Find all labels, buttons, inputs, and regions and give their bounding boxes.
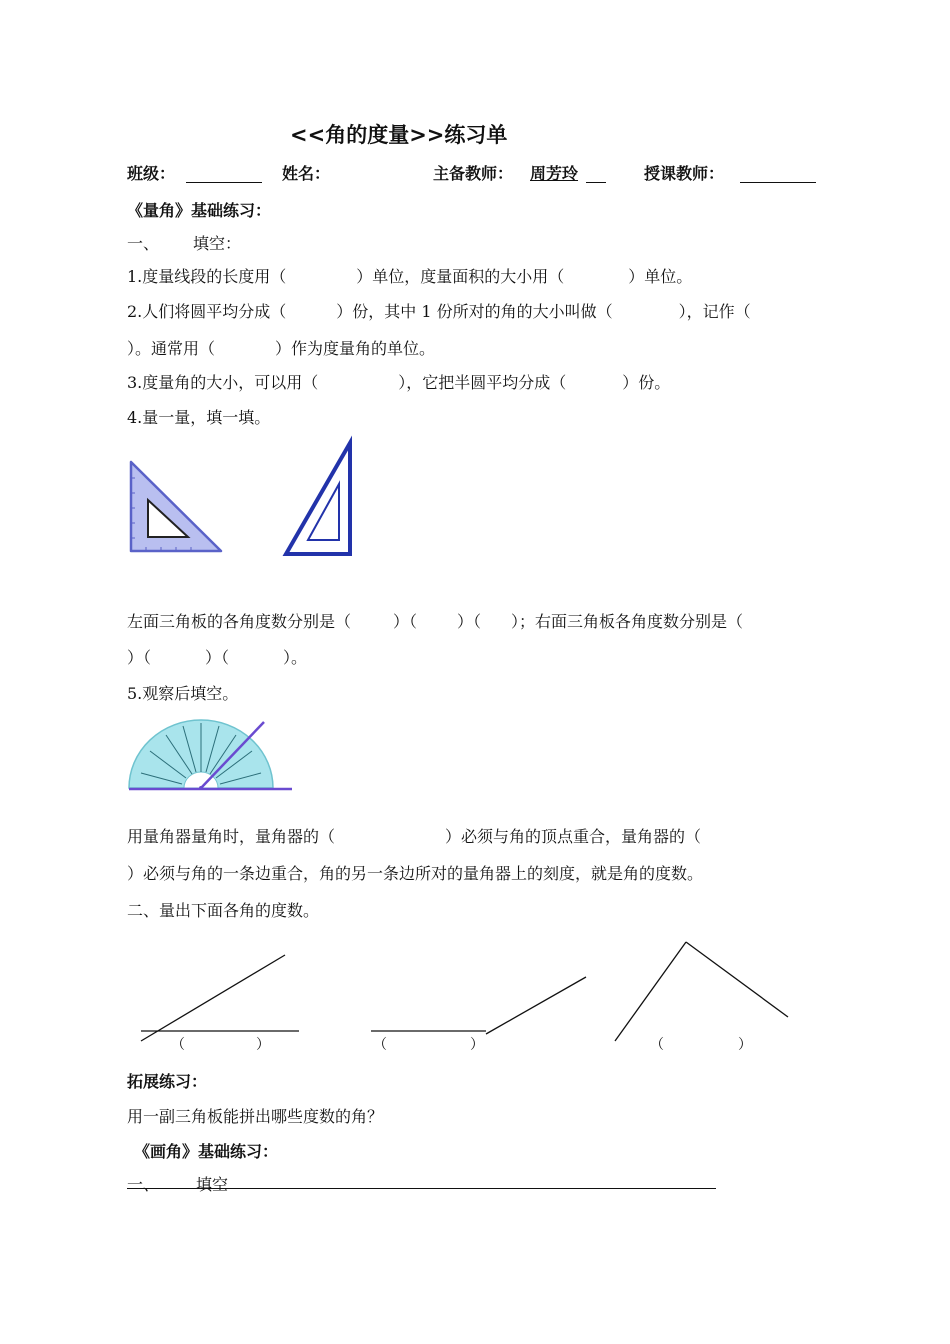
question-2-line1 (127, 301, 751, 323)
q3-part-b: ），它把半圆平均分成（ (398, 373, 567, 392)
part2-title: 二、量出下面各角的度数。 (127, 901, 320, 920)
q1-part-a: 1.度量线段的长度用（ (127, 267, 287, 286)
q4-ans-f: ）（ (205, 648, 230, 667)
angle-3-blank-open: （ (650, 1037, 664, 1053)
protractor-vertex (199, 786, 203, 790)
teacher-blank-line[interactable] (740, 182, 816, 183)
main-teacher-value: 周芳玲 (530, 164, 579, 183)
section-measure-title: 《量角》基础练习： (127, 201, 272, 220)
name-label: 姓名： (282, 164, 331, 183)
question-3 (127, 372, 670, 394)
part1-title: 填空： (193, 234, 242, 253)
q1-part-c: ）单位。 (628, 267, 693, 286)
question-4-answer-line1 (127, 611, 743, 633)
class-blank-line[interactable] (186, 182, 262, 183)
q4-ans-g: ）。 (283, 648, 308, 667)
part1-label: 一、 (127, 234, 160, 253)
q3-part-a: 3.度量角的大小，可以用（ (127, 373, 319, 392)
question-5: 5.观察后填空。 (127, 684, 239, 703)
angle-3 (615, 942, 788, 1041)
angle-2-blank-open: （ (373, 1037, 387, 1053)
teacher-label: 授课教师： (644, 164, 725, 183)
extend-title: 拓展练习： (127, 1072, 208, 1091)
q2-part-d: ）。通常用（ (127, 339, 216, 358)
angle-1-blank-open: （ (171, 1037, 185, 1053)
q3-part-c: ）份。 (622, 373, 671, 392)
question-5-text-line2 (127, 863, 703, 885)
question-4-answer-line2 (127, 647, 307, 669)
right-set-square-illustration (282, 440, 358, 558)
part-draw-title: 填空 (196, 1175, 229, 1194)
main-teacher-underline-ext (586, 182, 606, 183)
q4-ans-a: 左面三角板的各角度数分别是（ (127, 612, 352, 631)
q4-ans-c: ）（ (457, 612, 482, 631)
q2-part-b: ）份，其中 1 份所对的角的大小叫做（ (336, 302, 613, 321)
extend-question: 用一副三角板能拼出哪些度数的角？ (127, 1107, 384, 1126)
question-2-line2 (127, 338, 435, 360)
q1-part-b: ）单位，度量面积的大小用（ (356, 267, 565, 286)
q4-ans-e: ）（ (127, 648, 152, 667)
page-title: <<角的度量>>练习单 (290, 123, 508, 147)
main-teacher-label: 主备教师： (433, 164, 514, 183)
class-label: 班级： (127, 164, 176, 183)
q2-part-c: ），记作（ (678, 302, 751, 321)
q2-part-e: ）作为度量角的单位。 (275, 339, 436, 358)
q4-ans-b: ）（ (393, 612, 418, 631)
part-draw-label: 一、 (127, 1175, 160, 1194)
question-1 (127, 266, 692, 288)
angle-2-blank-close: ） (470, 1037, 484, 1053)
q5-part-b: ）必须与角的顶点重合，量角器的（ (445, 827, 702, 846)
protractor-illustration (126, 718, 296, 794)
q5-part-a: 用量角器量角时，量角器的（ (127, 827, 336, 846)
left-set-square-illustration (126, 458, 226, 556)
angle-1-blank-close: ） (256, 1037, 270, 1053)
angle-3-blank-close: ） (738, 1037, 752, 1053)
q2-part-a: 2.人们将圆平均分成（ (127, 302, 287, 321)
section-draw-title: 《画角》基础练习： (134, 1142, 279, 1161)
q4-ans-d: ）；右面三角板各角度数分别是（ (511, 612, 744, 631)
q5-part-c: ）必须与角的一条边重合，角的另一条边所对的量角器上的刻度，就是角的度数。 (127, 864, 704, 883)
question-4: 4.量一量，填一填。 (127, 408, 271, 427)
angle-1 (141, 955, 299, 1041)
angle-2 (371, 977, 586, 1034)
question-5-text-line1 (127, 826, 701, 848)
part-draw-underline (127, 1188, 716, 1189)
